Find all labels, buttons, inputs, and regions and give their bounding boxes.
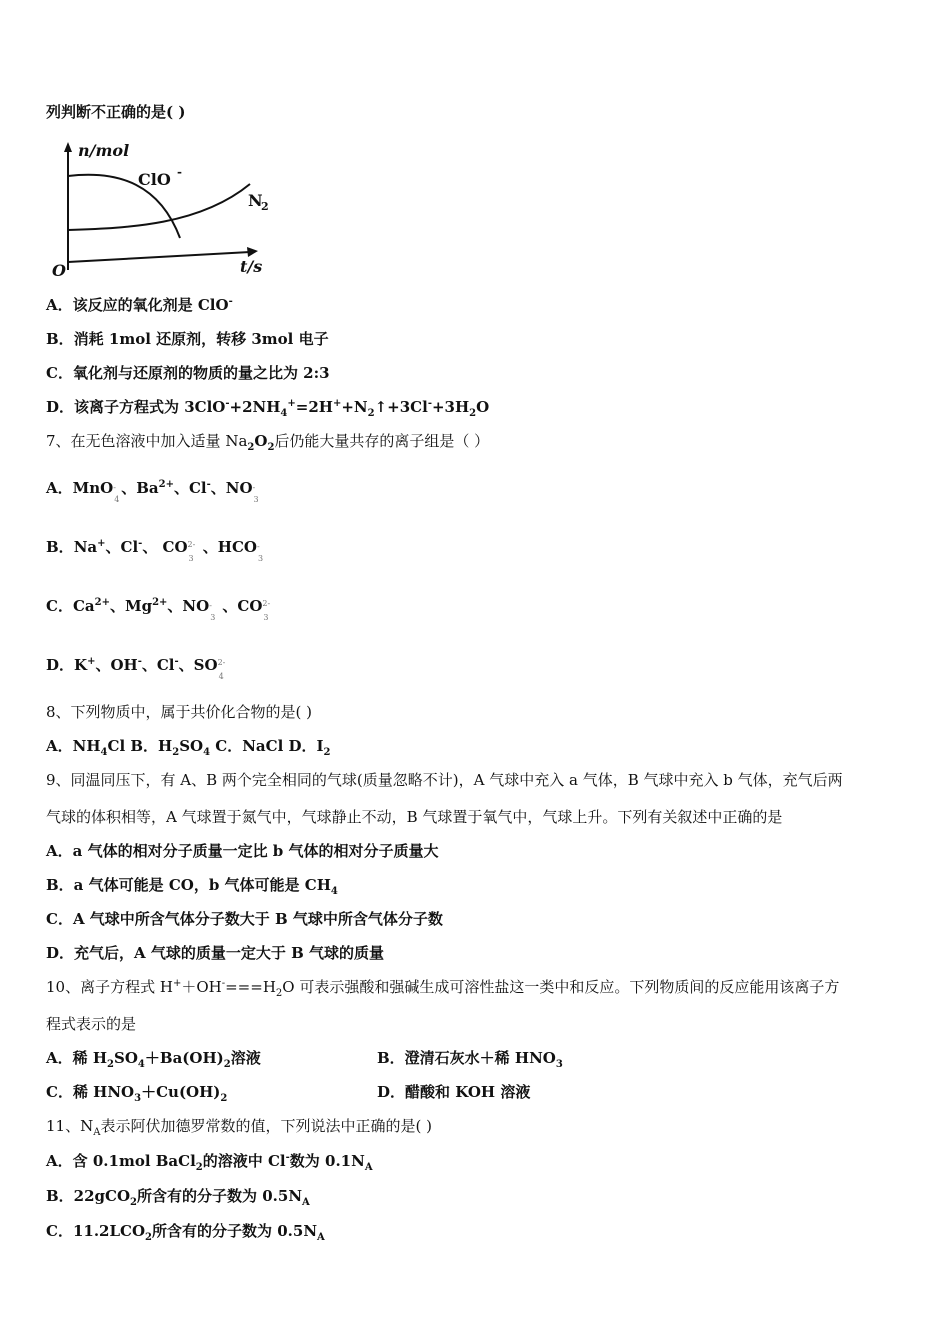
q7-stem: 7、在无色溶液中加入适量 $Na_2O_2$后仍能大量共存的离子组是（ ） — [46, 432, 490, 453]
q6-option-a: A．该反应的氧化剂是 ClO- — [46, 296, 233, 314]
q6-graph — [50, 140, 280, 280]
q10-option-b: B．澄清石灰水＋稀 $HNO_3$ — [377, 1049, 563, 1070]
q7-option-b: B．Na+、Cl-、 CO 2- 3 、HCO - 3 — [46, 538, 264, 563]
q10-stem-line1: 10、离子方程式 $H^++OH^-===H_2O$ 可表示强酸和强碱生成可溶性盐这一类中和反应。下列物质间的反应能用该离子方 — [46, 978, 840, 999]
n2-curve — [68, 184, 250, 230]
origin-label: O — [52, 261, 66, 280]
x-axis-label: t/s — [240, 257, 263, 276]
clo-label: ClO — [138, 170, 171, 189]
q6-stem: 列判断不正确的是( ) — [46, 103, 186, 121]
q9-option-c: C．A 气球中所含气体分子数大于 B 气球中所含气体分子数 — [46, 910, 443, 928]
q6-option-d: D．该离子方程式为 $3ClO^-+2NH_4^+=2H^++N_2↑+3Cl^-+3H_2O$ — [46, 398, 490, 419]
q9-stem-line1: 9、同温同压下，有 A、B 两个完全相同的气球(质量忽略不计)，A 气球中充入 a 气体，B 气球中充入 b 气体，充气后两 — [46, 771, 843, 789]
x-axis-arrow — [247, 247, 258, 257]
q9-stem-line2: 气球的体积相等，A 气球置于氮气中，气球静止不动，B 气球置于氧气中，气球上升。下列有关叙述中正确的是 — [46, 808, 783, 826]
q7-option-c: C．$Ca^{2+}$、$Mg^{2+}$、NO - 3 、CO 2- 3 — [46, 597, 271, 622]
q10-stem-line2: 程式表示的是 — [46, 1015, 137, 1033]
x-axis — [68, 252, 250, 262]
q11-option-a: A．含 0.1mol BaCl$_2$的溶液中 Cl-数为 $0.1N_A$ — [46, 1152, 373, 1173]
q11-option-c: C．$11.2LCO_2$所含有的分子数为 $0.5N_A$ — [46, 1222, 325, 1243]
clo-charge: - — [177, 165, 182, 179]
n2-label: N — [248, 191, 263, 210]
q9-option-a: A．a 气体的相对分子质量一定比 b 气体的相对分子质量大 — [46, 842, 439, 860]
q8-stem: 8、下列物质中，属于共价化合物的是( ) — [46, 703, 313, 721]
q6-option-c: C．氧化剂与还原剂的物质的量之比为 2:3 — [46, 364, 330, 382]
q11-option-b: B．22gCO$_2$所含有的分子数为 $0.5N_A$ — [46, 1187, 310, 1208]
q11-stem: 11、$N_A$表示阿伏加德罗常数的值，下列说法中正确的是( ) — [46, 1117, 432, 1138]
y-axis-arrow — [64, 142, 72, 152]
q10-option-a: A．稀 $H_2SO_4+Ba(OH)_2$溶液 — [46, 1049, 261, 1070]
y-axis-label: n/mol — [78, 141, 130, 160]
q7-option-d: D．K+、OH-、Cl-、SO 2- 4 — [46, 656, 226, 681]
q9-option-b: B．a 气体可能是 CO，b 气体可能是 $CH_4$ — [46, 876, 338, 897]
q10-option-c: C．稀 $HNO_3+Cu(OH)_2$ — [46, 1083, 228, 1104]
q10-option-d: D．醋酸和 KOH 溶液 — [377, 1083, 531, 1101]
n2-sub: 2 — [261, 200, 269, 213]
q9-option-d: D．充气后，A 气球的质量一定大于 B 气球的质量 — [46, 944, 384, 962]
q8-options: A．$NH_4Cl$ B．$H_2SO_4$ C．NaCl D．$I_2$ — [46, 737, 331, 758]
q7-option-a: A．MnO - 4 、$Ba^{2+}$、Cl-、NO - 3 — [46, 479, 259, 504]
q6-option-b: B．消耗 1mol 还原剂，转移 3mol 电子 — [46, 330, 329, 348]
